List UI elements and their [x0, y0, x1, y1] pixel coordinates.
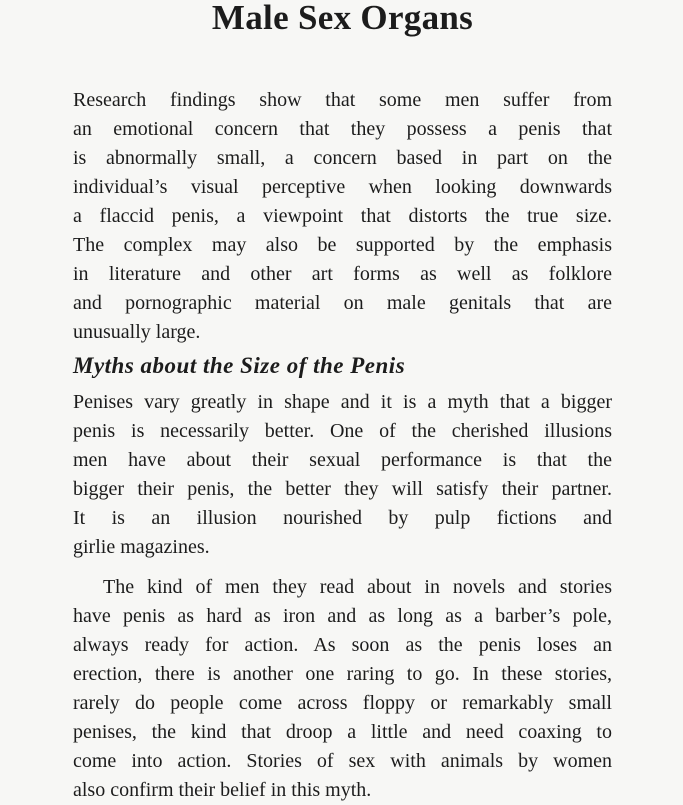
- text-line: have penis as hard as iron and as long as a barber’s pole,: [73, 605, 612, 627]
- text-line: individual’s visual perceptive when looking downwards: [73, 176, 612, 198]
- text-line: a flaccid penis, a viewpoint that distorts the true size.: [73, 205, 612, 227]
- paragraph-myths: [73, 388, 612, 562]
- paragraph-stories: [73, 573, 612, 805]
- text-line: and pornographic material on male genitals that are: [73, 292, 612, 314]
- paragraph-intro: [73, 86, 612, 347]
- text-line: come into action. Stories of sex with animals by women: [73, 750, 612, 772]
- text-line: unusually large.: [73, 321, 201, 343]
- text-line: girlie magazines.: [73, 536, 210, 558]
- text-line: The kind of men they read about in novels and stories: [103, 576, 612, 598]
- text-line: Penises vary greatly in shape and it is a myth that a bigger: [73, 391, 612, 413]
- text-line: penises, the kind that droop a little and need coaxing to: [73, 721, 612, 743]
- text-line: an emotional concern that they possess a penis that: [73, 118, 612, 140]
- text-line: It is an illusion nourished by pulp fictions and: [73, 507, 612, 529]
- text-line: also confirm their belief in this myth.: [73, 779, 372, 801]
- text-line: always ready for action. As soon as the penis loses an: [73, 634, 612, 656]
- text-line: Research findings show that some men suffer from: [73, 89, 612, 111]
- text-line: rarely do people come across floppy or remarkably small: [73, 692, 612, 714]
- text-line: bigger their penis, the better they will satisfy their partner.: [73, 478, 612, 500]
- text-line: in literature and other art forms as well as folklore: [73, 263, 612, 285]
- section-heading-myths: Myths about the Size of the Penis: [73, 353, 406, 378]
- text-line: men have about their sexual performance is that the: [73, 449, 612, 471]
- text-line: erection, there is another one raring to go. In these stories,: [73, 663, 612, 685]
- text-line: The complex may also be supported by the emphasis: [73, 234, 612, 256]
- text-line: is abnormally small, a concern based in part on the: [73, 147, 612, 169]
- page-title: Male Sex Organs: [211, 0, 474, 37]
- text-line: penis is necessarily better. One of the cherished illusions: [73, 420, 612, 442]
